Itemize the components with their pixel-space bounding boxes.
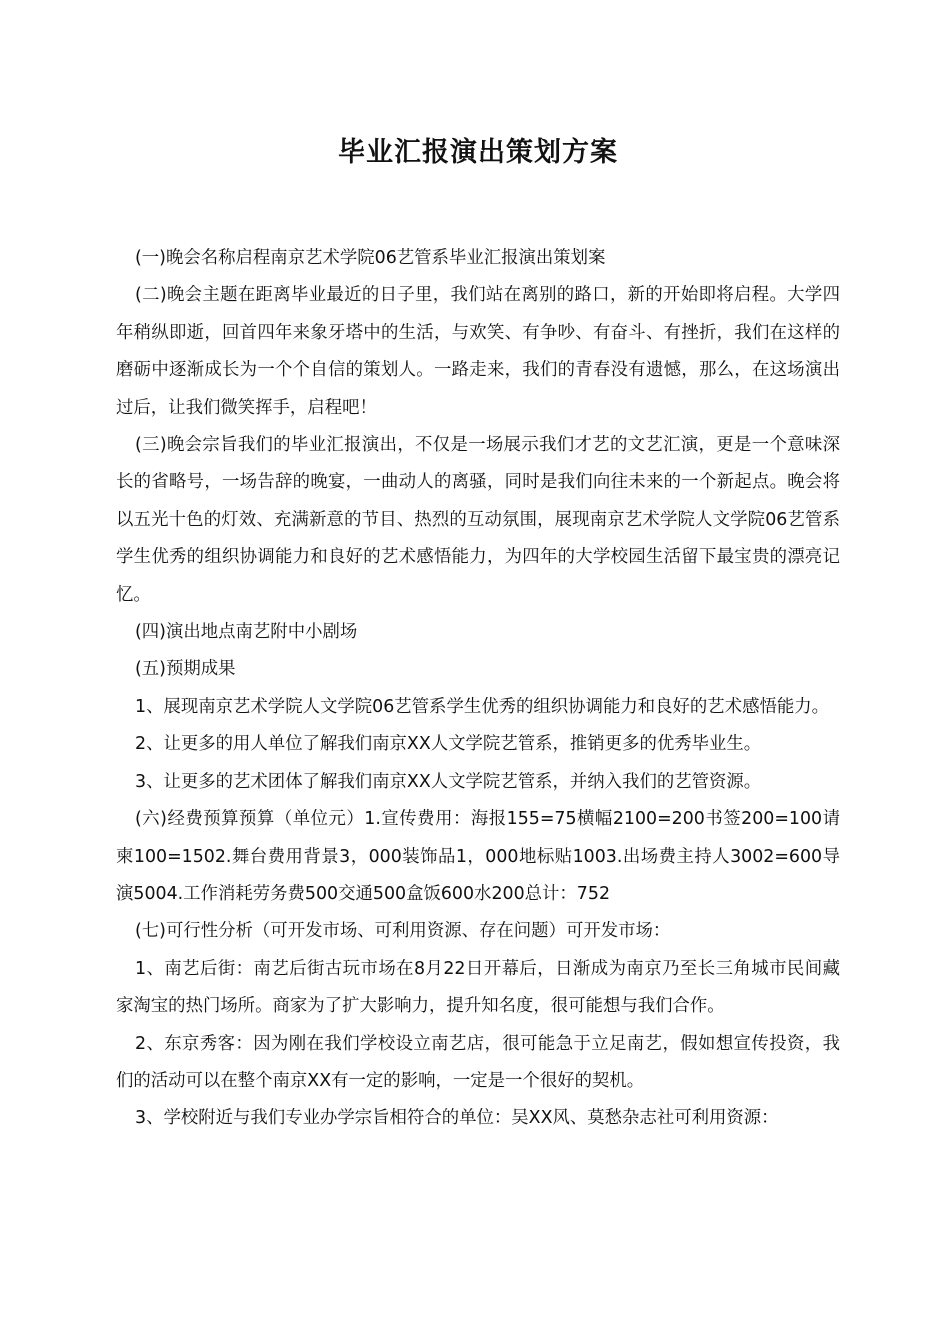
paragraph-event-theme: (二)晚会主题在距离毕业最近的日子里，我们站在离别的路口，新的开始即将启程。大学四年稍纵即逝，回首四年来象牙塔中的生活，与欢笑、有争吵、有奋斗、有挫折，我们在这样的磨砺中逐渐成长为一个个自信的策划人。一路走来，我们的青春没有遗憾，那么，在这场演出过后，让我们微笑挥手，启程吧！ [116,285,840,418]
paragraph-market-1: 1、南艺后街：南艺后街古玩市场在8月22日开幕后，日渐成为南京乃至长三角城市民间藏家淘宝的热门场所。商家为了扩大影响力，提升知名度，很可能想与我们合作。 [116,958,840,1017]
paragraph-result-1: 1、展现南京艺术学院人文学院06艺管系学生优秀的组织协调能力和良好的艺术感悟能力。 [135,696,830,717]
paragraph-feasibility: (七)可行性分析（可开发市场、可利用资源、存在问题）可开发市场： [135,921,671,942]
paragraph-result-2: 2、让更多的用人单位了解我们南京XX人文学院艺管系，推销更多的优秀毕业生。 [135,734,762,755]
paragraph-result-3: 3、让更多的艺术团体了解我们南京XX人文学院艺管系，并纳入我们的艺管资源。 [135,771,762,792]
paragraph-event-purpose: (三)晚会宗旨我们的毕业汇报演出，不仅是一场展示我们才艺的文艺汇演，更是一个意味深长的省略号，一场告辞的晚宴，一曲动人的离骚，同时是我们向往未来的一个新起点。晚会将以五光十色的灯效、充满新意的节目、热烈的互动氛围，展现南京艺术学院人文学院06艺管系学生优秀的组织协调能力和良好的艺术感悟能力，为四年的大学校园生活留下最宝贵的漂亮记忆。 [116,435,840,605]
paragraph-budget: (六)经费预算预算（单位元）1.宣传费用：海报155=75横幅2100=200书签200=100请柬100=1502.舞台费用背景3，000装饰品1，000地标贴1003.出场费主持人3002=600导演5004.工作消耗劳务费500交通500盒饭600水200总计：752 [116,809,840,904]
paragraph-venue: (四)演出地点南艺附中小剧场 [135,622,358,643]
paragraph-event-name: (一)晚会名称启程南京艺术学院06艺管系毕业汇报演出策划案 [135,248,606,268]
paragraph-expected-results: (五)预期成果 [135,659,236,680]
paragraph-market-3: 3、学校附近与我们专业办学宗旨相符合的单位：吴XX风、莫愁杂志社可利用资源： [135,1108,779,1129]
document-title: 毕业汇报演出策划方案 [338,137,618,168]
paragraph-market-2: 2、东京秀客：因为刚在我们学校设立南艺店，很可能急于立足南艺，假如想宣传投资，我们的活动可以在整个南京XX有一定的影响，一定是一个很好的契机。 [116,1033,840,1091]
